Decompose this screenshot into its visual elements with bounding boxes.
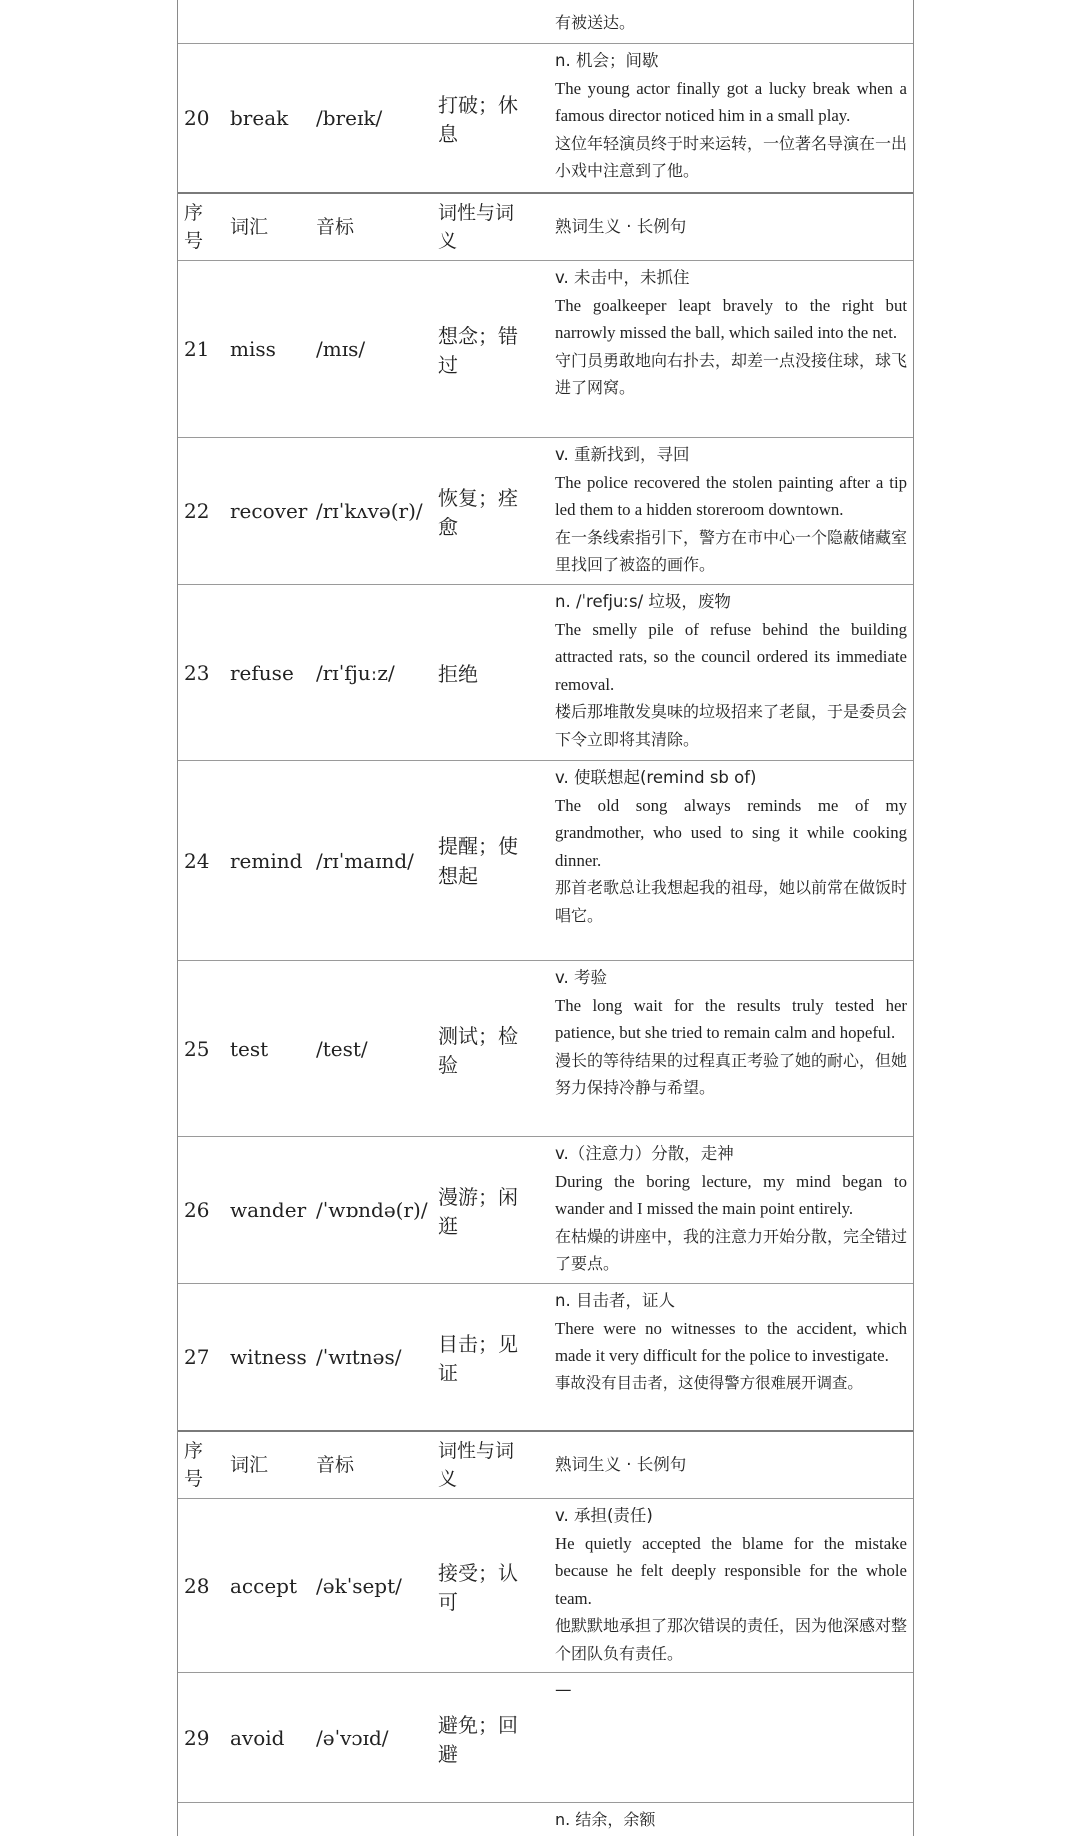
example-english: The smelly pile of refuse behind the building attracted rats, so the council ordered its immediate removal. bbox=[555, 619, 907, 694]
bottom-fragment-text: n. 结余，余额 bbox=[555, 1810, 656, 1829]
example-english: During the boring lecture, my mind began to wander and I missed the main point entirely. bbox=[555, 1171, 907, 1218]
phonetic: /ˈwɪtnəs/ bbox=[316, 1345, 402, 1369]
example-chinese: 事故没有目击者，这使得警方很难展开调查。 bbox=[555, 1373, 863, 1392]
table-header bbox=[178, 192, 913, 260]
header-extra: 熟词生义 · 长例句 bbox=[555, 1455, 687, 1474]
header-ipa: 音标 bbox=[316, 216, 355, 238]
row-number: 24 bbox=[184, 848, 210, 873]
phonetic: /mɪs/ bbox=[316, 337, 366, 361]
extended-sense: v. 使联想起(remind sb of) bbox=[555, 768, 757, 787]
row-number: 20 bbox=[184, 106, 210, 130]
word: accept bbox=[230, 1573, 298, 1598]
phonetic: /ˈwɒndə(r)/ bbox=[316, 1198, 428, 1222]
meaning: 测试；检验 bbox=[438, 1023, 518, 1077]
extended-sense: v. 重新找到，寻回 bbox=[555, 445, 690, 464]
example-cell bbox=[555, 1502, 907, 1667]
word: remind bbox=[230, 848, 303, 873]
bottom-fragment-row bbox=[178, 1802, 913, 1836]
extended-sense: n. 机会；间歇 bbox=[555, 51, 659, 70]
example-english: There were no witnesses to the accident, which made it very difficult for the police to investigate. bbox=[555, 1318, 907, 1365]
extended-sense: — bbox=[555, 1680, 572, 1699]
word: witness bbox=[230, 1345, 307, 1369]
meaning: 打破；休息 bbox=[438, 93, 518, 146]
word: break bbox=[230, 106, 289, 130]
example-cell bbox=[555, 1287, 907, 1397]
example-cell bbox=[555, 764, 907, 929]
row-number: 28 bbox=[184, 1573, 210, 1598]
table-row bbox=[178, 43, 913, 192]
example-english: The young actor finally got a lucky break when a famous director noticed him in a small play. bbox=[555, 78, 907, 125]
extended-sense: v. 承担(责任) bbox=[555, 1506, 653, 1525]
example-chinese: 楼后那堆散发臭味的垃圾招来了老鼠，于是委员会下令立即将其清除。 bbox=[555, 702, 908, 749]
row-number: 26 bbox=[184, 1198, 210, 1222]
table-row bbox=[178, 584, 913, 760]
example-english: The police recovered the stolen painting after a tip led them to a hidden storeroom downtown. bbox=[555, 472, 907, 519]
word: miss bbox=[230, 337, 276, 361]
phonetic: /breɪk/ bbox=[316, 106, 383, 130]
phonetic: /əˈvɔɪd/ bbox=[316, 1725, 389, 1750]
meaning: 想念；错过 bbox=[438, 324, 518, 377]
example-chinese: 在枯燥的讲座中，我的注意力开始分散，完全错过了要点。 bbox=[555, 1226, 908, 1273]
vocabulary-table bbox=[177, 0, 914, 1836]
table-row bbox=[178, 760, 913, 960]
example-english: The old song always reminds me of my grandmother, who used to sing it while cooking dinner. bbox=[555, 795, 907, 870]
extended-sense: v.（注意力）分散，走神 bbox=[555, 1144, 734, 1163]
header-extra: 熟词生义 · 长例句 bbox=[555, 217, 687, 236]
table-header bbox=[178, 1430, 913, 1498]
header-pos: 词性与词义 bbox=[438, 202, 515, 252]
example-chinese: 守门员勇敢地向右扑去，却差一点没接住球，球飞进了网窝。 bbox=[555, 350, 908, 397]
table-row bbox=[178, 1498, 913, 1672]
header-word: 词汇 bbox=[230, 1454, 269, 1476]
example-cell bbox=[555, 441, 907, 579]
example-english: The long wait for the results truly tested her patience, but she tried to remain calm and hopeful. bbox=[555, 995, 907, 1042]
header-pos: 词性与词义 bbox=[438, 1440, 515, 1490]
meaning: 接受；认可 bbox=[438, 1560, 518, 1614]
meaning: 目击；见证 bbox=[438, 1332, 518, 1385]
top-fragment-row bbox=[178, 0, 913, 43]
example-chinese: 漫长的等待结果的过程真正考验了她的耐心，但她努力保持冷静与希望。 bbox=[555, 1050, 908, 1097]
phonetic: /test/ bbox=[316, 1036, 368, 1061]
word: wander bbox=[230, 1198, 307, 1222]
example-cell bbox=[555, 264, 907, 402]
phonetic: /əkˈsept/ bbox=[316, 1573, 402, 1598]
word: recover bbox=[230, 499, 308, 523]
row-number: 27 bbox=[184, 1345, 210, 1369]
header-ipa: 音标 bbox=[316, 1454, 355, 1476]
header-word: 词汇 bbox=[230, 216, 269, 238]
meaning: 漫游；闲逛 bbox=[438, 1185, 518, 1238]
example-english: He quietly accepted the blame for the mistake because he felt deeply responsible for the whole team. bbox=[555, 1533, 907, 1608]
header-num: 序号 bbox=[184, 202, 204, 252]
word: refuse bbox=[230, 660, 294, 685]
example-chinese: 这位年轻演员终于时来运转，一位著名导演在一出小戏中注意到了他。 bbox=[555, 133, 908, 180]
phonetic: /rɪˈkʌvə(r)/ bbox=[316, 499, 423, 523]
example-chinese: 他默默地承担了那次错误的责任，因为他深感对整个团队负有责任。 bbox=[555, 1616, 908, 1663]
extended-sense: n. 目击者，证人 bbox=[555, 1291, 675, 1310]
top-fragment-text: 有被送达。 bbox=[555, 13, 636, 32]
row-number: 29 bbox=[184, 1725, 210, 1750]
word: test bbox=[230, 1036, 269, 1061]
row-number: 22 bbox=[184, 499, 210, 523]
table-row bbox=[178, 1136, 913, 1283]
meaning: 提醒；使想起 bbox=[438, 833, 518, 888]
example-cell bbox=[555, 1140, 907, 1278]
table-row bbox=[178, 960, 913, 1136]
table-row bbox=[178, 437, 913, 584]
meaning: 恢复；痊愈 bbox=[438, 486, 518, 539]
table-row bbox=[178, 1672, 913, 1802]
table-row bbox=[178, 260, 913, 437]
extended-sense: v. 考验 bbox=[555, 968, 607, 987]
example-chinese: 在一条线索指引下，警方在市中心一个隐蔽储藏室里找回了被盗的画作。 bbox=[555, 527, 908, 574]
word: avoid bbox=[230, 1725, 285, 1750]
row-number: 21 bbox=[184, 337, 210, 361]
row-number: 25 bbox=[184, 1036, 210, 1061]
example-chinese: 那首老歌总让我想起我的祖母，她以前常在做饭时唱它。 bbox=[555, 878, 908, 925]
meaning: 拒绝 bbox=[438, 662, 478, 686]
example-cell bbox=[555, 1676, 907, 1704]
phonetic: /rɪˈfjuːz/ bbox=[316, 660, 395, 685]
phonetic: /rɪˈmaɪnd/ bbox=[316, 848, 414, 873]
example-cell bbox=[555, 588, 907, 753]
example-cell bbox=[555, 47, 907, 185]
meaning: 避免；回避 bbox=[438, 1712, 518, 1766]
example-english: The goalkeeper leapt bravely to the right but narrowly missed the ball, which sailed into the net. bbox=[555, 295, 907, 342]
extended-sense: n. /ˈrefjuːs/ 垃圾，废物 bbox=[555, 592, 731, 611]
table-row bbox=[178, 1283, 913, 1430]
example-cell bbox=[555, 964, 907, 1102]
row-number: 23 bbox=[184, 660, 210, 685]
extended-sense: v. 未击中，未抓住 bbox=[555, 268, 690, 287]
header-num: 序号 bbox=[184, 1440, 204, 1490]
